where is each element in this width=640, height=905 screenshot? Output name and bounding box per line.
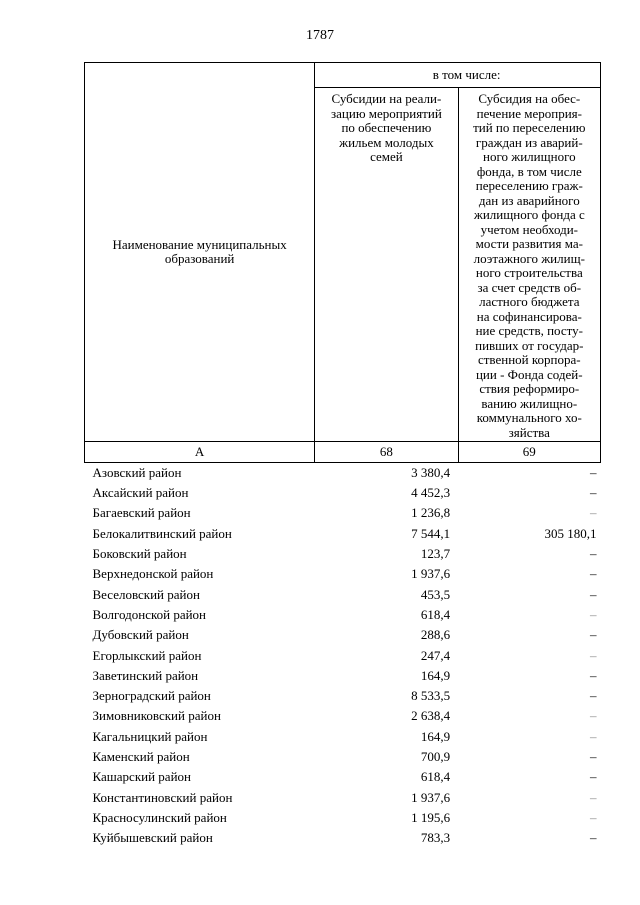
header-col-69-line: дан из аварийного (478, 192, 580, 208)
header-col-68-line: жильем молодых (339, 134, 434, 150)
value-col-68: 1 937,6 (411, 566, 451, 582)
header-col-69-line: коммунального хо- (476, 410, 582, 425)
value-col-69: – (590, 647, 597, 663)
value-col-68: 783,3 (420, 830, 451, 846)
municipality-name: Аксайский район (92, 485, 189, 501)
table-body (85, 463, 601, 849)
table-row (85, 666, 601, 686)
value-col-68: 288,6 (420, 627, 451, 643)
value-col-68: 7 544,1 (411, 525, 451, 541)
table-row (85, 727, 601, 747)
table-row (85, 483, 601, 503)
table-row (85, 524, 601, 544)
table-row (85, 788, 601, 808)
header-col-69-line: печение мероприя- (476, 105, 582, 121)
municipality-name: Кагальницкий район (92, 728, 208, 744)
municipality-name: Волгодонской район (92, 606, 207, 622)
municipality-name: Каменский район (92, 749, 190, 765)
value-col-68: 164,9 (420, 728, 451, 744)
value-col-69: – (590, 627, 597, 643)
table-header (85, 63, 601, 463)
header-col-69-line: ние средств, посту- (475, 323, 583, 338)
header-municipality: Наименование муниципальных образований (85, 63, 315, 442)
value-col-68: 123,7 (420, 546, 451, 562)
value-col-68: 247,4 (420, 647, 451, 663)
header-col-69-line: ванию жилищно- (481, 395, 578, 411)
municipality-name: Куйбышевский район (92, 830, 213, 846)
table-row (85, 625, 601, 645)
value-col-68: 4 452,3 (411, 485, 451, 501)
value-col-69: – (590, 566, 597, 582)
header-col-69 (458, 88, 600, 442)
value-col-68: 618,4 (420, 769, 451, 785)
table-row (85, 767, 601, 787)
header-col-68-line: семей (370, 149, 403, 164)
municipality-name: Зимовниковский район (92, 708, 221, 724)
value-col-69: – (590, 728, 597, 744)
value-col-68: 618,4 (420, 606, 451, 622)
table-row (85, 564, 601, 584)
header-col-68-line: зацию мероприятий (331, 105, 442, 121)
header-col-69-line: ственной корпора- (477, 352, 581, 367)
header-col-69-line: ластного бюджета (479, 294, 580, 309)
value-col-68: 3 380,4 (411, 464, 451, 480)
table-row (85, 585, 601, 605)
table-row (85, 828, 601, 848)
value-col-69: – (590, 464, 597, 480)
table-row (85, 605, 601, 625)
value-col-68: 1 195,6 (411, 809, 451, 825)
page-number: 1787 (306, 28, 334, 43)
header-col-69-line: Субсидия на обес- (478, 91, 581, 106)
value-col-68: 164,9 (420, 667, 451, 683)
table-row (85, 686, 601, 706)
value-col-69: – (590, 708, 597, 724)
table-row (85, 808, 601, 828)
value-col-69: – (590, 789, 597, 805)
value-col-68: 700,9 (420, 749, 451, 765)
header-col-69-line: ствия реформиро- (479, 381, 580, 396)
header-col-69-line: на софинансирова- (476, 308, 582, 324)
header-col-69-line: ного жилищного (483, 149, 576, 164)
header-index-69: 69 (458, 442, 600, 463)
municipality-name: Азовский район (92, 464, 182, 480)
value-col-69: – (590, 667, 597, 683)
header-index-a: А (85, 442, 315, 463)
value-col-68: 1 937,6 (411, 789, 451, 805)
municipality-name: Боковский район (92, 546, 187, 562)
value-col-69: – (590, 546, 597, 562)
header-col-69-line: тий по переселению (473, 120, 586, 135)
table-row (85, 707, 601, 727)
header-col-69-line: мости развития ма- (475, 236, 583, 251)
value-col-69: – (590, 769, 597, 785)
municipality-name: Белокалитвинский район (92, 525, 232, 541)
header-col-69-line: пивших от государ- (475, 337, 584, 353)
header-col-69-line: ции - Фонда содей- (475, 366, 583, 382)
header-col-68-line: по обеспечению (341, 120, 432, 135)
municipality-name: Дубовский район (92, 627, 189, 643)
municipality-name: Кашарский район (92, 769, 191, 785)
header-col-69-line: жилищного фонда с (473, 207, 585, 222)
municipality-name: Верхнедонской район (92, 566, 214, 582)
municipality-name: Веселовский район (92, 586, 200, 602)
municipality-name: Зерноградский район (92, 688, 211, 704)
header-col-69-line: учетом необходи- (480, 221, 579, 237)
table-row (85, 504, 601, 524)
value-col-69: 305 180,1 (544, 525, 597, 541)
value-col-69: – (590, 830, 597, 846)
table-row (85, 747, 601, 767)
value-col-69: – (590, 505, 597, 521)
subsidy-table (84, 62, 601, 849)
header-col-69-line: ного строительства (475, 265, 583, 280)
value-col-68: 2 638,4 (411, 708, 451, 724)
header-col-69-line: граждан из аварий- (475, 134, 583, 150)
header-col-68 (315, 88, 458, 442)
value-col-69: – (590, 606, 597, 622)
value-col-69: – (590, 586, 597, 602)
table-row (85, 646, 601, 666)
header-col-68-line: Субсидии на реали- (331, 91, 442, 106)
table-row (85, 544, 601, 564)
header-col-69-line: за счет средств об- (477, 279, 582, 295)
municipality-name: Константиновский район (92, 789, 233, 805)
municipality-name: Заветинский район (92, 667, 199, 683)
value-col-69: – (590, 485, 597, 501)
value-col-68: 1 236,8 (411, 505, 451, 521)
value-col-68: 8 533,5 (411, 688, 451, 704)
header-col-69-line: переселению граж- (475, 178, 583, 193)
header-col-69-line: лоэтажного жилищ- (473, 250, 585, 266)
value-col-69: – (590, 809, 597, 825)
municipality-name: Красносулинский район (92, 809, 227, 825)
header-col-69-line: фонда, в том числе (476, 163, 582, 179)
municipality-name: Багаевский район (92, 505, 191, 521)
value-col-68: 453,5 (420, 586, 451, 602)
header-index-68: 68 (315, 442, 458, 463)
header-col-69-line: зяйства (508, 424, 550, 440)
header-group-label: в том числе: (315, 63, 601, 88)
municipality-name: Егорлыкский район (92, 647, 202, 663)
value-col-69: – (590, 688, 597, 704)
table-row (85, 463, 601, 484)
value-col-69: – (590, 749, 597, 765)
